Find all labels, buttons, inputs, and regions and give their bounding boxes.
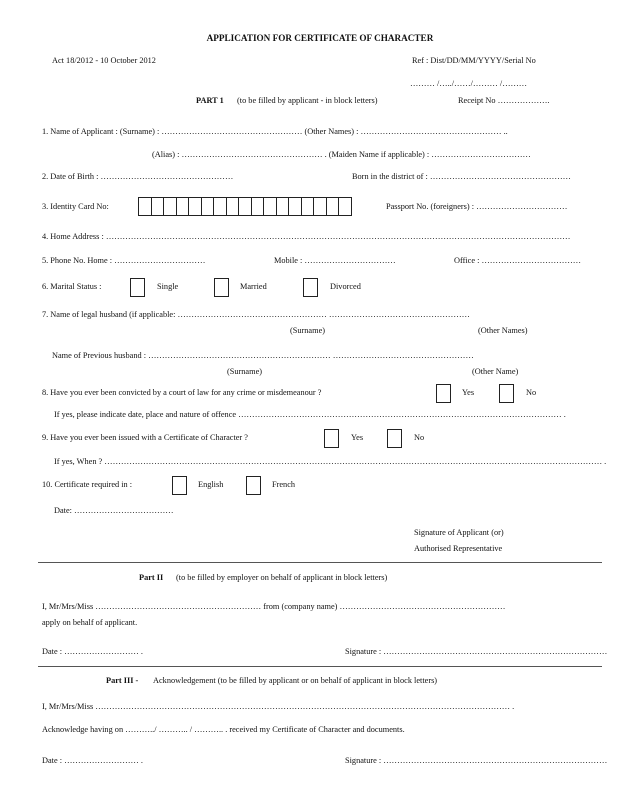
id-digit-box[interactable] bbox=[188, 197, 202, 216]
offence-details-line[interactable]: If yes, please indicate date, place and nature of offence ……………………………………………………………………………………………………… . bbox=[54, 410, 566, 419]
form-title: APPLICATION FOR CERTIFICATE OF CHARACTER bbox=[206, 33, 434, 43]
apply-on-behalf-text: apply on behalf of applicant. bbox=[42, 618, 138, 627]
certificate-language-label: 10. Certificate required in : bbox=[42, 480, 133, 489]
section-divider bbox=[38, 562, 602, 563]
married-label: Married bbox=[240, 282, 267, 291]
employer-name-line[interactable]: I, Mr/Mrs/Miss …………………………………………………… from (company name) …………………………………………………… bbox=[42, 602, 506, 611]
id-digit-box[interactable] bbox=[138, 197, 152, 216]
id-digit-box[interactable] bbox=[263, 197, 277, 216]
single-checkbox[interactable] bbox=[130, 278, 145, 297]
identity-card-boxes[interactable] bbox=[138, 197, 351, 216]
ref-blanks[interactable]: ……… /…../……/……… /……… bbox=[410, 79, 528, 88]
part1-instruction: (to be filled by applicant - in block letters) bbox=[237, 96, 378, 105]
id-digit-box[interactable] bbox=[338, 197, 352, 216]
legal-husband-line[interactable]: 7. Name of legal husband (if applicable: ……………………………………………… …………………………………………… bbox=[42, 310, 470, 319]
conviction-question: 8. Have you ever been convicted by a court of law for any crime or misdemeanour ? bbox=[42, 388, 322, 397]
part3-heading: Part III - bbox=[106, 676, 139, 685]
prev-husband-other-name-caption: (Other Name) bbox=[472, 367, 519, 376]
single-label: Single bbox=[157, 282, 179, 291]
french-label: French bbox=[272, 480, 296, 489]
id-digit-box[interactable] bbox=[201, 197, 215, 216]
husband-other-names-caption: (Other Names) bbox=[478, 326, 528, 335]
section-divider bbox=[38, 666, 602, 667]
id-digit-box[interactable] bbox=[326, 197, 340, 216]
divorced-checkbox[interactable] bbox=[303, 278, 318, 297]
certificate-no-label: No bbox=[414, 433, 425, 442]
certificate-when-line[interactable]: If yes, When ? ……………………………………………………………………………………………………………………………………………………………… . bbox=[54, 457, 607, 466]
part2-heading: Part II bbox=[139, 573, 164, 582]
part2-instruction: (to be filled by employer on behalf of applicant in block letters) bbox=[176, 573, 388, 582]
id-digit-box[interactable] bbox=[251, 197, 265, 216]
alias-line[interactable]: (Alias) : …………………………………………… . (Maiden Name if applicable) : ……………………………… bbox=[152, 150, 531, 159]
prev-husband-surname-caption: (Surname) bbox=[227, 367, 263, 376]
acknowledgement-line[interactable]: Acknowledge having on ………../ ……….. / ……….. . received my Certificate of Character and documents. bbox=[42, 725, 405, 734]
passport-field[interactable]: Passport No. (foreigners) : …………………………… bbox=[386, 202, 568, 211]
previous-husband-line[interactable]: Name of Previous husband : ………………………………………………………… …………………………………………… bbox=[52, 351, 474, 360]
receipt-no-field[interactable]: Receipt No ………………. bbox=[458, 96, 550, 105]
acknowledger-name-line[interactable]: I, Mr/Mrs/Miss …………………………………………………………………………………………………………………………………… . bbox=[42, 702, 515, 711]
previous-certificate-question: 9. Have you ever been issued with a Certificate of Character ? bbox=[42, 433, 248, 442]
conviction-yes-label: Yes bbox=[462, 388, 475, 397]
id-digit-box[interactable] bbox=[176, 197, 190, 216]
conviction-yes-checkbox[interactable] bbox=[436, 384, 451, 403]
home-address-field[interactable]: 4. Home Address : …………………………………………………………………………………………………………………………………………………… bbox=[42, 232, 571, 241]
identity-card-label: 3. Identity Card No: bbox=[42, 202, 109, 211]
certificate-no-checkbox[interactable] bbox=[387, 429, 402, 448]
id-digit-box[interactable] bbox=[301, 197, 315, 216]
certificate-yes-checkbox[interactable] bbox=[324, 429, 339, 448]
part1-heading: PART 1 bbox=[196, 96, 224, 105]
applicant-signature-caption: Signature of Applicant (or) bbox=[414, 528, 504, 537]
part2-signature-field[interactable]: Signature : ……………………………………………………………………… bbox=[345, 647, 608, 656]
id-digit-box[interactable] bbox=[213, 197, 227, 216]
applicant-name-line[interactable]: 1. Name of Applicant : (Surname) : …………………………………………… (Other Names) : …………………………………………… .. bbox=[42, 127, 508, 136]
part3-signature-field[interactable]: Signature : ……………………………………………………………………… bbox=[345, 756, 608, 765]
english-label: English bbox=[198, 480, 224, 489]
authorised-representative-caption: Authorised Representative bbox=[414, 544, 503, 553]
part3-date-field[interactable]: Date : ……………………… . bbox=[42, 756, 143, 765]
id-digit-box[interactable] bbox=[276, 197, 290, 216]
conviction-no-checkbox[interactable] bbox=[499, 384, 514, 403]
act-reference: Act 18/2012 - 10 October 2012 bbox=[52, 56, 156, 65]
part1-date-field[interactable]: Date: ……………………………… bbox=[54, 506, 174, 515]
birth-district-field[interactable]: Born in the district of : …………………………………………… bbox=[352, 172, 571, 181]
marital-status-label: 6. Marital Status : bbox=[42, 282, 102, 291]
divorced-label: Divorced bbox=[330, 282, 361, 291]
phone-home-field[interactable]: 5. Phone No. Home : …………………………… bbox=[42, 256, 206, 265]
married-checkbox[interactable] bbox=[214, 278, 229, 297]
id-digit-box[interactable] bbox=[313, 197, 327, 216]
id-digit-box[interactable] bbox=[288, 197, 302, 216]
id-digit-box[interactable] bbox=[163, 197, 177, 216]
id-digit-box[interactable] bbox=[151, 197, 165, 216]
part3-instruction: Acknowledgement (to be filled by applicant or on behalf of applicant in block letters) bbox=[153, 676, 438, 685]
id-digit-box[interactable] bbox=[238, 197, 252, 216]
mobile-field[interactable]: Mobile : …………………………… bbox=[274, 256, 396, 265]
id-digit-box[interactable] bbox=[226, 197, 240, 216]
ref-label: Ref : Dist/DD/MM/YYYY/Serial No bbox=[412, 56, 536, 65]
conviction-no-label: No bbox=[526, 388, 537, 397]
date-of-birth-field[interactable]: 2. Date of Birth : ………………………………………… bbox=[42, 172, 234, 181]
part2-date-field[interactable]: Date : ……………………… . bbox=[42, 647, 143, 656]
office-field[interactable]: Office : ……………………………… bbox=[454, 256, 582, 265]
english-checkbox[interactable] bbox=[172, 476, 187, 495]
certificate-yes-label: Yes bbox=[351, 433, 364, 442]
husband-surname-caption: (Surname) bbox=[290, 326, 326, 335]
french-checkbox[interactable] bbox=[246, 476, 261, 495]
